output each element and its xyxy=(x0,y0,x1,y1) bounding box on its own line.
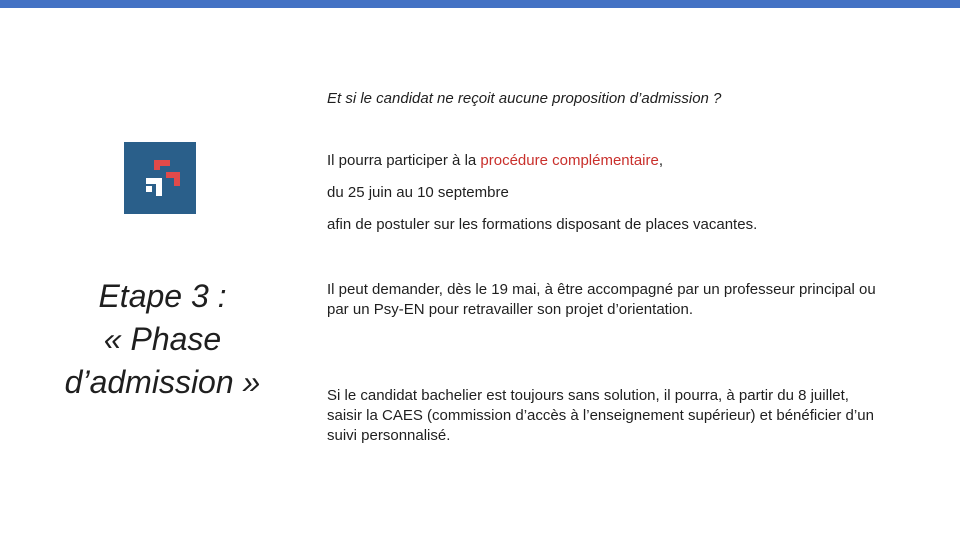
slide-title xyxy=(30,275,295,404)
parcoursup-logo-icon xyxy=(124,142,196,214)
procedure-before: Il pourra participer à la xyxy=(327,152,481,169)
caes-paragraph: Si le candidat bachelier est toujours sans solution, il pourra, à partir du 8 juillet, saisir la CAES (commission d’accès à l’enseignement supérieur) et bénéficier d’un suivi personnalisé. xyxy=(327,387,874,444)
accompaniment-paragraph: Il peut demander, dès le 19 mai, à être accompagné par un professeur principal ou par un Psy-EN pour retravailler son projet d’orientation. xyxy=(327,281,876,318)
title-line-2: « Phase xyxy=(103,321,222,357)
question-text: Et si le candidat ne reçoit aucune proposition d’admission ? xyxy=(327,90,722,107)
title-line-3: d’admission » xyxy=(64,364,261,400)
procedure-highlight: procédure complémentaire xyxy=(480,152,659,169)
procedure-after: , xyxy=(658,152,664,169)
dates-paragraph: du 25 juin au 10 septembre xyxy=(327,184,509,201)
afin-paragraph: afin de postuler sur les formations disposant de places vacantes. xyxy=(327,216,758,233)
title-line-1: Etape 3 : xyxy=(98,278,227,314)
procedure-paragraph xyxy=(327,151,663,171)
top-accent-bar xyxy=(0,0,960,8)
